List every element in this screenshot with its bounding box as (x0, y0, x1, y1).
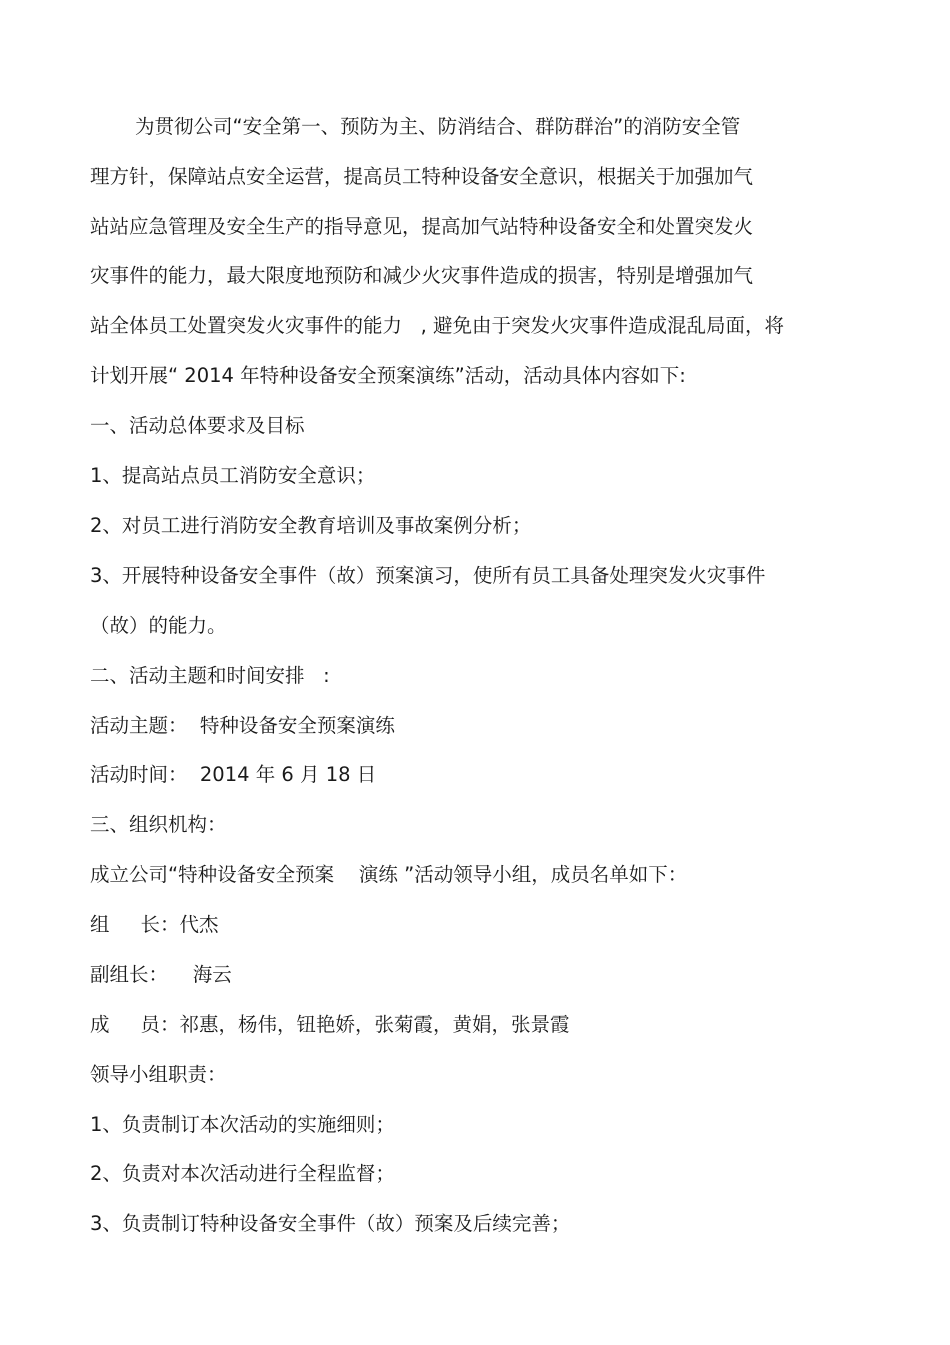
intro-line-4: 灾事件的能力，最大限度地预防和减少火灾事件造成的损害，特别是增强加气 (90, 264, 754, 287)
group-members: 成 员：祁惠，杨伟，钮艳娇，张菊霞，黄娟，张景霞 (90, 1013, 570, 1036)
group-leader: 组 长：代杰 (90, 913, 219, 936)
intro-line-6: 计划开展“ 2014 年特种设备安全预案演练”活动，活动具体内容如下: (90, 364, 686, 387)
section1-item-3-cont: （故）的能力。 (90, 614, 227, 637)
section2-heading: 二、活动主题和时间安排 : (90, 664, 330, 687)
intro-line-3: 站站应急管理及安全生产的指导意见，提高加气站特种设备安全和处置突发火 (90, 215, 754, 238)
duties-heading: 领导小组职责： (90, 1063, 227, 1086)
intro-line-1: 为贯彻公司“安全第一、预防为主、防消结合、群防群治”的消防安全管 (135, 115, 741, 138)
activity-time: 活动时间： 2014 年 6 月 18 日 (90, 763, 377, 786)
section3-heading: 三、组织机构： (90, 813, 227, 836)
activity-theme: 活动主题： 特种设备安全预案演练 (90, 714, 395, 737)
deputy-leader: 副组长： 海云 (90, 963, 232, 986)
intro-line-5: 站全体员工处置突发火灾事件的能力 , 避免由于突发火灾事件造成混乱局面，将 (90, 314, 784, 337)
section1-item-2: 2、对员工进行消防安全教育培训及事故案例分析； (90, 514, 532, 537)
section1-heading: 一、活动总体要求及目标 (90, 414, 305, 437)
duty-item-3: 3、负责制订特种设备安全事件（故）预案及后续完善； (90, 1212, 571, 1235)
section1-item-1: 1、提高站点员工消防安全意识； (90, 464, 376, 487)
section1-item-3: 3、开展特种设备安全事件（故）预案演习，使所有员工具备处理突发火灾事件 (90, 564, 766, 587)
section3-intro: 成立公司“特种设备安全预案 演练 ”活动领导小组，成员名单如下： (90, 863, 688, 886)
duty-item-1: 1、负责制订本次活动的实施细则； (90, 1113, 395, 1136)
duty-item-2: 2、负责对本次活动进行全程监督； (90, 1162, 395, 1185)
intro-line-2: 理方针，保障站点安全运营，提高员工特种设备安全意识，根据关于加强加气 (90, 165, 754, 188)
